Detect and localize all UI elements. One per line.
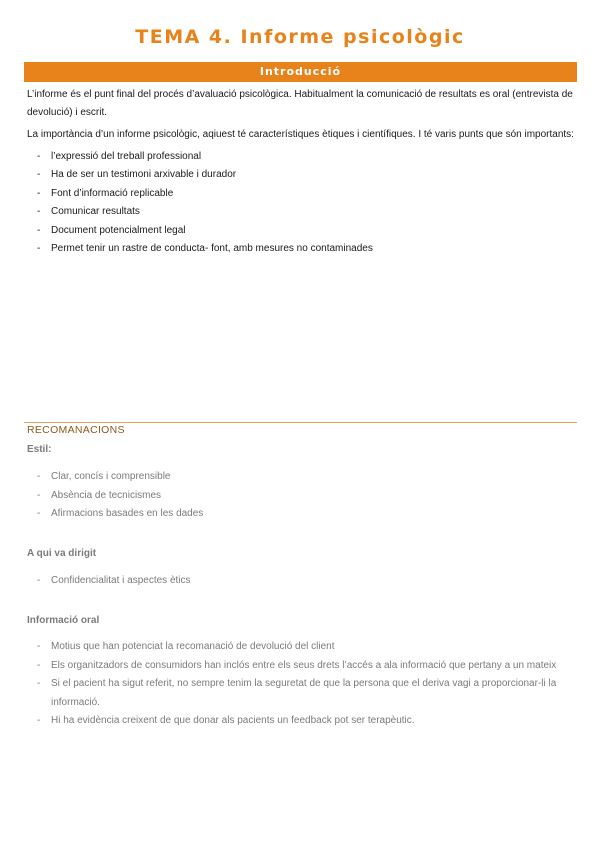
list-item: - Permet tenir un rastre de conducta- font, amb mesures no contaminades (27, 240, 577, 258)
list-item: - Afirmacions basades en les dades (27, 505, 577, 524)
style-section (27, 444, 577, 524)
list-item: - Si el pacient ha sigut referit, no sempre tenim la seguretat de que la persona que el deriva vagi a proporcionar-li la informació. (27, 675, 577, 712)
intro-paragraph: La importància d’un informe psicològic, aqiuest té característiques ètiques i científiques. I té varis punts que són importants: (27, 129, 574, 140)
audience-section (27, 548, 577, 591)
audience-heading: A qui va dirigit (27, 548, 97, 559)
list-item: - Ha de ser un testimoni arxivable i durador (27, 166, 577, 184)
audience-list (27, 572, 577, 591)
list-item: - Clar, concís i comprensible (27, 468, 577, 487)
style-list (27, 468, 577, 524)
style-heading: Estil: (27, 444, 52, 455)
intro-points-list (27, 148, 577, 258)
page-title: TEMA 4. Informe psicològic (135, 26, 465, 48)
list-item: - l’expressió del treball professional (27, 148, 577, 166)
introduction-section (27, 86, 577, 258)
list-item: - Comunicar resultats (27, 203, 577, 221)
list-item: - Absència de tecnicismes (27, 487, 577, 506)
section-banner-introduction: Introducció (24, 62, 577, 82)
oral-info-section (27, 615, 577, 731)
list-item: - Els organitzadors de consumidors han inclós entre els seus drets l’accés a ala informació que pertany a un mateix (27, 657, 577, 676)
oral-info-heading: Informació oral (27, 615, 100, 626)
list-item: - Motius que han potenciat la recomanació de devolució del client (27, 638, 577, 657)
recommendations-heading: RECOMANACIONS (27, 424, 125, 436)
oral-info-list (27, 638, 577, 731)
section-divider (24, 422, 577, 423)
list-item: - Confidencialitat i aspectes ètics (27, 572, 577, 591)
list-item: - Hi ha evidència creixent de que donar als pacients un feedback pot ser terapèutic. (27, 712, 577, 731)
list-item: - Font d’informació replicable (27, 185, 577, 203)
intro-paragraph: L’informe és el punt final del procés d’avaluació psicològica. Habitualment la comunicació de resultats es oral (entrevista de devolució) i escrit. (27, 89, 573, 118)
list-item: - Document potencialment legal (27, 222, 577, 240)
